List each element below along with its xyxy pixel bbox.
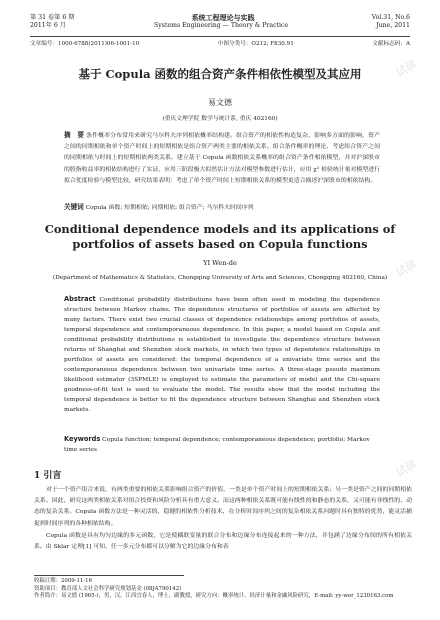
footnote: [34, 578, 412, 601]
author-cn: 易文德: [208, 98, 232, 107]
volume-cn: 第 31 卷第 6 期: [30, 14, 75, 21]
intro-body: [34, 485, 412, 554]
watermark: 试读: [393, 257, 420, 280]
abstract-label-en: Abstract: [64, 295, 96, 303]
article-meta: [30, 39, 410, 47]
running-header: [30, 14, 410, 30]
keywords-en: [64, 434, 380, 455]
keywords-cn: [64, 203, 380, 213]
fund-info: 资助项目：教育部人文社会科学研究规划基金 (08JA790142): [34, 585, 182, 592]
abstract-label-cn: 摘 要: [64, 131, 85, 139]
classification-code: 中图分类号：O212; F830.91: [217, 41, 294, 47]
date-cn: 2011年 6 月: [30, 22, 66, 29]
document-code: 文献标志码：A: [372, 41, 410, 47]
author-bio: 作者简介：易文德 (1965-)，男，汉，江西宜春人，博士，副教授，研究方向：概率统计、经济计量和金融风险研究，E-mail: yy-wer_1230163.com: [34, 593, 394, 600]
footnote-rule: [34, 575, 184, 576]
affiliation-cn: (重庆文理学院 数学与统计系, 重庆 402160): [162, 116, 278, 122]
keywords-text-en: Copula function; temporal dependence; contemporaneous dependence; portfolio; Markov time series: [64, 437, 370, 453]
intro-paragraph-2: Copula 函数是具有均匀边缘的多元函数，它是使耦联变量的联合分布和边缘分布连接起来的一种方法，并包涵了边缘分布间的所有相依关系。由 Sklar 定理[1] 可知，任一多元分布都可以分解为它的边缘分布和表: [34, 532, 412, 551]
abstract-cn: [64, 130, 380, 187]
volume-en: Vol.31, No.6: [371, 14, 410, 21]
title-cn: 基于 Copula 函数的组合资产条件相依性模型及其应用: [78, 67, 362, 81]
section-heading-intro: 1 引言: [34, 471, 62, 481]
watermark: 试读: [393, 457, 420, 480]
abstract-text-en: Conditional probability distributions have been often used in modeling the dependence structure between Markov chains. The dependence structures of portfolios of assets are affected by many factors. There exist two crucial classes of dependence relationships among portfolios of assets, temporal dependence and contemporaneous dependence. In this paper, a model based on Copula and conditional probability distributions is established to investigate the dependence structure between returns of Shanghai and Shenzhen stock markets, in which two types of dependence relationships in portfolios of assets are considered: the temporal dependence of a univariate time series and the contemporaneous dependence between two univariate time series. A three-stage pseudo maximum likelihood estimator (3SPMLE) is employed to estimate the parameters of model and the Chi-square goodness-of-fit test is used to evaluate the model. The results show that the model including the temporal dependence is better to fit the dependence structure between Shanghai and Shenzhen stock markets.: [64, 297, 380, 413]
title-en: Conditional dependence models and its applications of portfolios of assets based on Copula functions: [44, 222, 396, 251]
date-en: June, 2011: [376, 22, 410, 29]
abstract-en: [64, 294, 380, 415]
keywords-text-cn: Copula 函数; 短期相依; 同期相依; 组合资产; 马尔科夫时间序列: [85, 205, 254, 211]
received-date: 收稿日期：2009-11-16: [34, 578, 93, 584]
watermark: 试读: [393, 57, 420, 80]
journal-title-en: Systems Engineering — Theory & Practice: [154, 22, 289, 29]
keywords-label-cn: 关键词: [64, 203, 84, 211]
keywords-label-en: Keywords: [64, 435, 101, 443]
author-en: YI Wen-de: [203, 259, 237, 267]
journal-title-cn: 系统工程理论与实践: [191, 13, 255, 22]
abstract-text-cn: 条件概率分布常用来研究马尔科夫序列相依概率结构建。组合资产的相依性构造复杂，影响多方面的影响，资产之间的同期相依和单个资产时间上的短期相依是组合资产两类主要的相依关系。组合条件概率的理论，考虑组合资产之间的同期相依与时间上的短期相依两类关系，建立基于 Copula 函数相依关系概率的组合资产条件相依模型，并对沪深股市的股指收益率的相依结构进行了实证。应用三阶段极大似然估计方法对模型参数进行估计，应用 χ² 检验统计量对模型进行拟合优度检验与模型比较，研究结果表明：考虑了单个资产时间上短期相依关系的模型更适合描述沪深股市的相依结构。: [64, 133, 381, 184]
affiliation-en: (Department of Mathematics & Statistics, Chongqing University of Arts and Sciences, Chongqing 402160, China): [52, 275, 388, 281]
header-rule: [30, 36, 410, 37]
article-number: 文章编号：1000-6788(2011)06-1001-10: [30, 41, 140, 47]
intro-paragraph-1: 对于一个资产组合来说，有两类重要的相依关系影响组合资产的价值，一类是单个资产时间上的短期相依关系；另一类是资产之间的同期相依关系。因此，研究这两类相依关系对组合投资和风险分析具有重大意义。而这两种相依关系既可能有线性的和静态的关系，又可能有非线性的、动态的复杂关系。Copula 函数方法是一种灵活的、稳健的相依性分析技术，在分析时间序列之间的复杂相依关系问题时具有独特的优势，能灵活捕捉到时间序列的各种相依结构。: [34, 487, 412, 527]
